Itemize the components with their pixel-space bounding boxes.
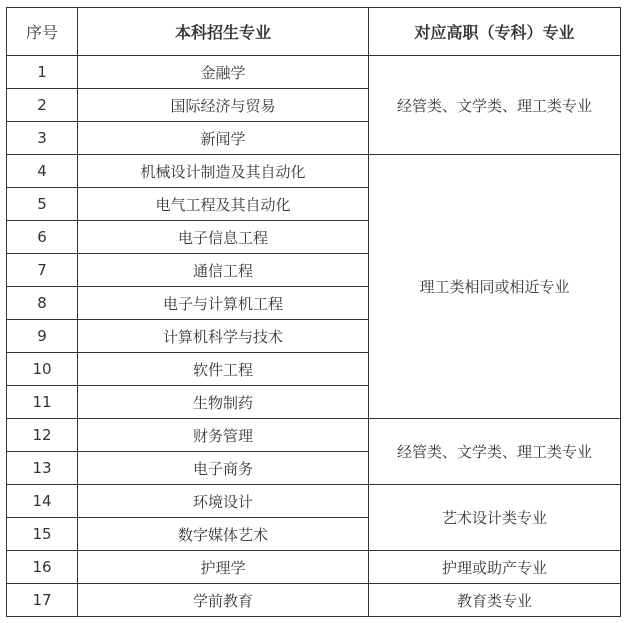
undergrad-major: 财务管理 [78, 419, 369, 452]
undergrad-major: 软件工程 [78, 353, 369, 386]
undergrad-major: 护理学 [78, 551, 369, 584]
undergrad-major: 国际经济与贸易 [78, 89, 369, 122]
undergrad-major: 通信工程 [78, 254, 369, 287]
header-undergrad-major: 本科招生专业 [78, 8, 369, 56]
row-number: 13 [7, 452, 78, 485]
vocational-major: 护理或助产专业 [369, 551, 621, 584]
row-number: 8 [7, 287, 78, 320]
row-number: 12 [7, 419, 78, 452]
header-vocational-major: 对应高职（专科）专业 [369, 8, 621, 56]
undergrad-major: 环境设计 [78, 485, 369, 518]
undergrad-major: 金融学 [78, 56, 369, 89]
row-number: 6 [7, 221, 78, 254]
row-number: 10 [7, 353, 78, 386]
row-number: 9 [7, 320, 78, 353]
undergrad-major: 电子与计算机工程 [78, 287, 369, 320]
vocational-major: 艺术设计类专业 [369, 485, 621, 551]
row-number: 14 [7, 485, 78, 518]
table-row [7, 551, 621, 584]
row-number: 4 [7, 155, 78, 188]
table-row [7, 584, 621, 617]
undergrad-major: 电气工程及其自动化 [78, 188, 369, 221]
row-number: 17 [7, 584, 78, 617]
vocational-major: 教育类专业 [369, 584, 621, 617]
undergrad-major: 数字媒体艺术 [78, 518, 369, 551]
undergrad-major: 学前教育 [78, 584, 369, 617]
undergrad-major: 生物制药 [78, 386, 369, 419]
table-row [7, 419, 621, 452]
row-number: 16 [7, 551, 78, 584]
undergrad-major: 计算机科学与技术 [78, 320, 369, 353]
undergrad-major: 机械设计制造及其自动化 [78, 155, 369, 188]
table-row [7, 155, 621, 188]
vocational-major: 理工类相同或相近专业 [369, 155, 621, 419]
table-row [7, 485, 621, 518]
header-row [7, 8, 621, 56]
row-number: 7 [7, 254, 78, 287]
major-mapping-table [6, 7, 621, 617]
vocational-major: 经管类、文学类、理工类专业 [369, 56, 621, 155]
undergrad-major: 新闻学 [78, 122, 369, 155]
vocational-major: 经管类、文学类、理工类专业 [369, 419, 621, 485]
table-row [7, 56, 621, 89]
row-number: 3 [7, 122, 78, 155]
header-no: 序号 [7, 8, 78, 56]
row-number: 2 [7, 89, 78, 122]
row-number: 11 [7, 386, 78, 419]
row-number: 15 [7, 518, 78, 551]
undergrad-major: 电子信息工程 [78, 221, 369, 254]
row-number: 1 [7, 56, 78, 89]
undergrad-major: 电子商务 [78, 452, 369, 485]
row-number: 5 [7, 188, 78, 221]
